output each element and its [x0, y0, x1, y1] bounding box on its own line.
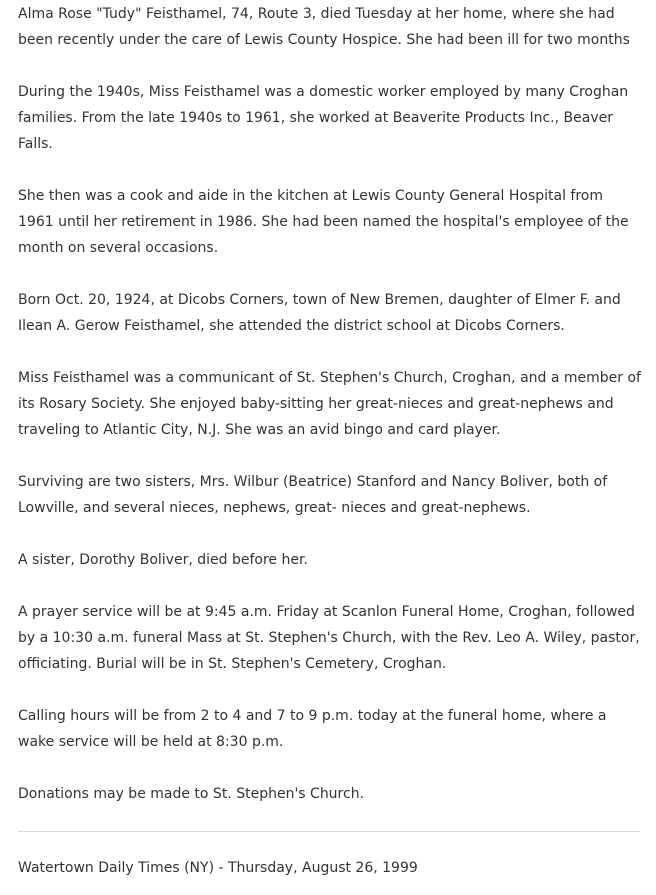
section-divider [18, 831, 640, 832]
obituary-paragraph: Alma Rose "Tudy" Feisthamel, 74, Route 3, died Tuesday at her home, where she had been recently under the care of Lewis County Hospice. She had been ill for two months [18, 6, 630, 48]
obituary-paragraph: A sister, Dorothy Boliver, died before her. [18, 552, 308, 568]
obituary-paragraph: Surviving are two sisters, Mrs. Wilbur (Beatrice) Stanford and Nancy Boliver, both of Lowville, and several nieces, nephews, great- nieces and great-nephews. [18, 474, 608, 516]
obituary-paragraph: Born Oct. 20, 1924, at Dicobs Corners, town of New Bremen, daughter of Elmer F. and Ilean A. Gerow Feisthamel, she attended the district school at Dicobs Corners. [18, 292, 621, 334]
obituary-article [18, 0, 643, 833]
obituary-paragraph: A prayer service will be at 9:45 a.m. Friday at Scanlon Funeral Home, Croghan, followed by a 10:30 a.m. funeral Mass at St. Stephen's Church, with the Rev. Leo A. Wiley, pastor, officiating. Burial will be in St. Stephen's Cemetery, Croghan. [18, 604, 640, 672]
obituary-paragraph: She then was a cook and aide in the kitchen at Lewis County General Hospital from 1961 until her retirement in 1986. She had been named the hospital's employee of the month on several occasions. [18, 188, 629, 256]
obituary-paragraph: During the 1940s, Miss Feisthamel was a domestic worker employed by many Croghan families. From the late 1940s to 1961, she worked at Beaverite Products Inc., Beaver Falls. [18, 84, 629, 152]
obituary-paragraph: Donations may be made to St. Stephen's Church. [18, 786, 365, 802]
obituary-paragraph: Miss Feisthamel was a communicant of St. Stephen's Church, Croghan, and a member of its Rosary Society. She enjoyed baby-sitting her great-nieces and great-nephews and traveling to Atlantic City, N.J. She was an avid bingo and card player. [18, 370, 641, 438]
source-citation: Watertown Daily Times (NY) - Thursday, August 26, 1999 [18, 860, 418, 876]
obituary-paragraph: Calling hours will be from 2 to 4 and 7 to 9 p.m. today at the funeral home, where a wake service will be held at 8:30 p.m. [18, 708, 607, 750]
